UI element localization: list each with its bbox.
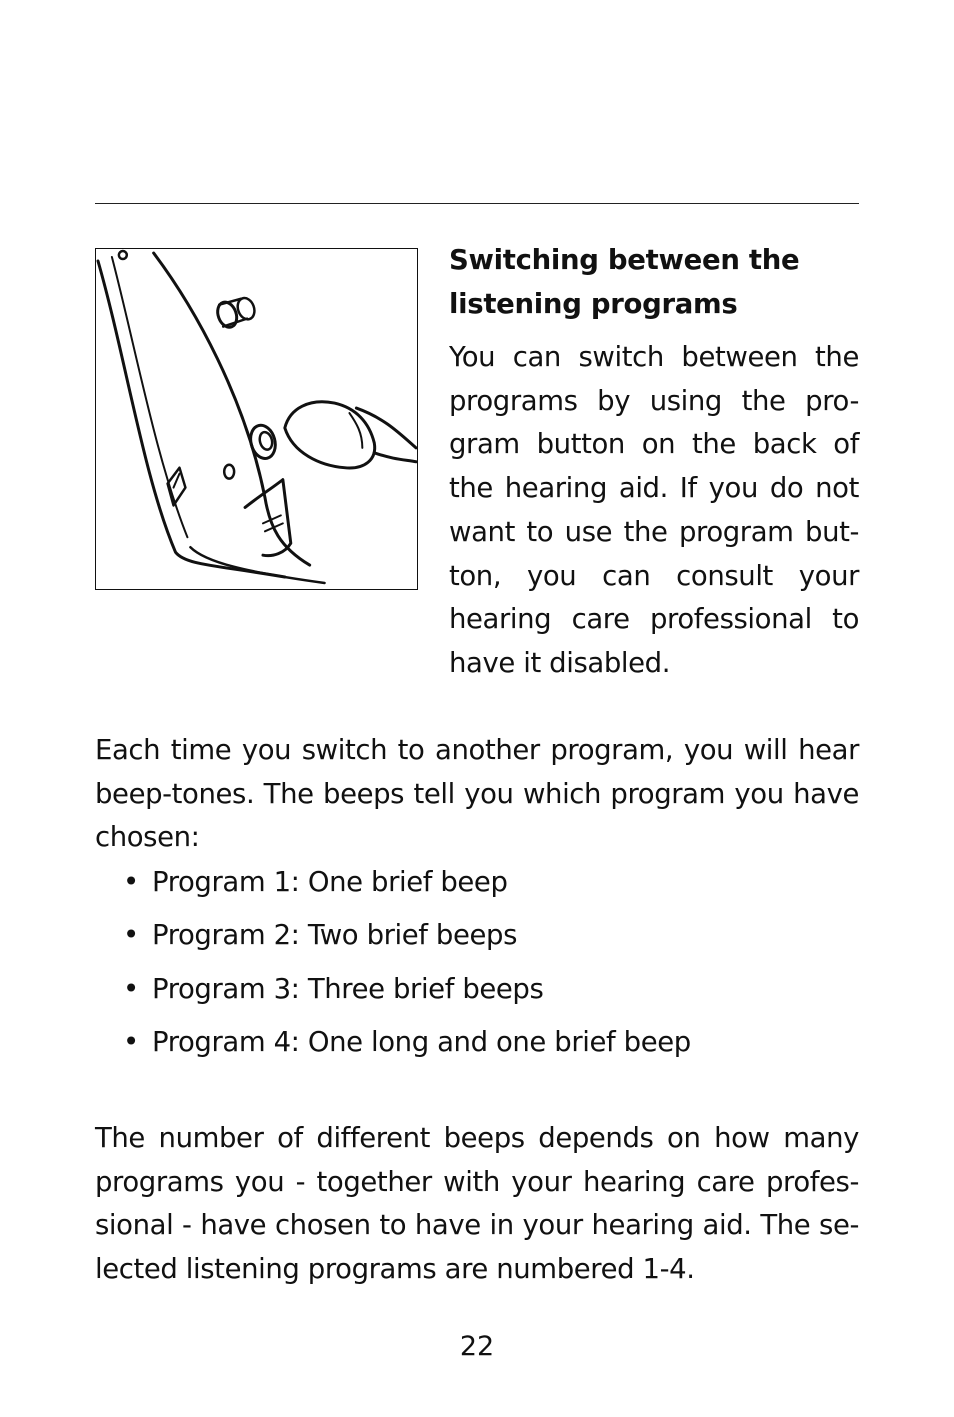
heading-line-1: Switching between the xyxy=(449,244,800,276)
section-heading xyxy=(449,238,859,326)
side-text-column xyxy=(449,238,859,686)
list-item xyxy=(123,911,691,964)
beep-intro-paragraph: Each time you switch to another program, you will hear beep-tones. The beeps tell you which program you have chosen: xyxy=(95,734,859,853)
program-count-paragraph: The number of different beeps depends on how many programs you - together with your hearing care profes-sional - have chosen to have in your hearing aid. The se-lected listening programs are numbered 1-4. xyxy=(95,1122,859,1286)
list-item-text: Program 4: One long and one brief beep xyxy=(152,1025,691,1058)
page-number: 22 xyxy=(459,1331,495,1362)
program-beep-list xyxy=(123,858,691,1071)
list-item xyxy=(123,1018,691,1071)
bullet-marker: • xyxy=(123,919,139,952)
list-item xyxy=(123,965,691,1018)
hearing-aid-illustration xyxy=(95,248,418,590)
program-switch-paragraph: You can switch between the programs by using the pro-gram button on the back of the hearing aid. If you do not want to use the program but-ton, you can consult your hearing care professional to have it disabled. xyxy=(449,341,859,679)
list-item-text: Program 3: Three brief beeps xyxy=(152,972,544,1005)
list-item-text: Program 2: Two brief beeps xyxy=(152,919,517,952)
bullet-marker: • xyxy=(123,972,139,1005)
heading-line-2: listening programs xyxy=(449,288,738,320)
list-item-text: Program 1: One brief beep xyxy=(152,866,508,898)
bullet-marker: • xyxy=(123,866,139,898)
list-item xyxy=(123,858,691,911)
header-rule xyxy=(95,203,859,204)
bullet-marker: • xyxy=(123,1025,139,1058)
